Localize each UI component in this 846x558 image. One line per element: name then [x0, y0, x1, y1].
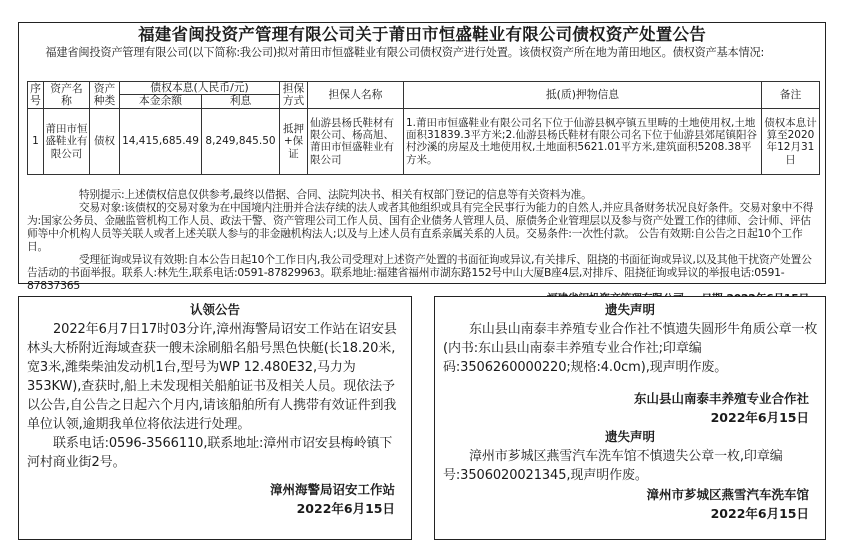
- header-balance-group: 债权本息(人民币/元): [120, 82, 280, 95]
- cell-remark: 债权本息计算至2020年12月31日: [762, 108, 820, 174]
- header-guarantee: 担保方式: [280, 82, 308, 109]
- loss-notice-title: 遗失声明: [604, 429, 655, 444]
- header-interest: 利息: [202, 95, 280, 108]
- cell-guarantee: 抵押+保证: [280, 108, 308, 174]
- notice-title: 福建省闽投资产管理有限公司关于莆田市恒盛鞋业有限公司债权资产处置公告: [138, 25, 706, 44]
- special-notice: 特别提示:上述债权信息仅供参考,最终以借据、合同、法院判决书、相关有权部门登记的信息等有关资料为准。: [78, 188, 592, 201]
- claim-signer: 漳州海警局诏安工作站: [269, 482, 395, 497]
- claim-contact: 联系电话:0596-3566110,联系地址:漳州市诏安县梅岭镇下河村商业街2号。: [27, 436, 393, 470]
- loss-notice-title: 遗失声明: [604, 302, 655, 317]
- loss-notice-text: 漳州市芗城区燕雪汽车洗车馆不慎遗失公章一枚,印章编号:3506020021345,现声明作废。: [443, 449, 783, 483]
- loss-notice-date: 2022年6月15日: [710, 410, 809, 425]
- transaction-terms: 交易对象:该债权的交易对象为在中国境内注册并合法存续的法人或者其他组织或具有完全民事行为能力的自然人,并应具备财务状况良好条件。交易对象中不得为:国家公务员、金融监管机构工作人员、政法干警、资产管理公司工作人员、国有企业债务人管理人员、原债务企业管理层以及参与资产处置工作的律师、会计师、评估师等中介机构人员等关联人或者上述关联人参与的非金融机构法人;以及与上述人员有直系亲属关系的人员。交易条件:一次性付款。 公告有效期:自公告之日起10个工作日。: [27, 201, 814, 253]
- header-remark: 备注: [762, 82, 820, 109]
- objection-info: 受理征询或异议有效期:自本公告日起10个工作日内,我公司受理对上述资产处置的书面征询或异议,有关排斥、阻挠的书面征询或异议,以及其他干扰资产处置公告活动的书面举报。联系人:林先生,联系电话:0591-87829963。联系地址:福建省福州市湖东路152号中山大厦B座4层,对排斥、阻挠征询或异议的举报电话:0591-87837365: [27, 253, 812, 292]
- header-guarantor: 担保人名称: [308, 82, 404, 109]
- claim-notice: [18, 296, 412, 540]
- cell-principal: 14,415,685.49: [120, 108, 202, 174]
- loss-notices: [434, 296, 826, 540]
- cell-collateral: 1.莆田市恒盛鞋业有限公司名下位于仙游县枫亭镇五里畴的土地使用权,土地面积31839.3平方米;2.仙游县杨氏鞋材有限公司名下位于仙游县郊尾镇阳谷村沙溪的房屋及土地使用权,土地面积5621.01平方米,建筑面积5208.38平方米。: [404, 108, 762, 174]
- cell-asset-name: 莆田市恒盛鞋业有限公司: [44, 108, 90, 174]
- claim-body: [19, 320, 411, 472]
- table-row: [28, 108, 820, 174]
- loss-notice-signer: 东山县山南泰丰养殖专业合作社: [633, 391, 809, 406]
- notice-intro: 福建省闽投资产管理有限公司(以下简称:我公司)拟对莆田市恒盛鞋业有限公司债权资产进行处置。该债权资产所在地为莆田地区。债权资产基本情况:: [45, 46, 765, 59]
- asset-disposal-notice: [18, 22, 826, 292]
- cell-asset-type: 债权: [90, 108, 120, 174]
- loss-notice-body: [435, 447, 825, 485]
- loss-notice-signer: 漳州市芗城区燕雪汽车洗车馆: [646, 487, 809, 502]
- claim-paragraph: 2022年6月7日17时03分许,漳州海警局诏安工作站在诏安县林头大桥附近海域查获一艘未涂刷船名船号黑色快艇(长18.20米,宽3米,潍柴柴油发动机1台,型号为WP 12.480E32,马力为353KW),查获时,船上未发现相关船舶证书及相关人员。现依法予以公告,自公告之日起六个月内,请该船舶所有人携带有效证件到我单位认领,逾期我单位将依法进行处理。: [27, 322, 397, 432]
- cell-guarantor: 仙游县杨氏鞋材有限公司、杨高旭、莆田市恒盛鞋业有限公司: [308, 108, 404, 174]
- header-collateral: 抵(质)押物信息: [404, 82, 762, 109]
- notice-notes: [27, 188, 819, 305]
- cell-interest: 8,249,845.50: [202, 108, 280, 174]
- loss-notice-body: [435, 320, 825, 377]
- debt-asset-table: [27, 81, 820, 175]
- header-asset-name: 资产名称: [44, 82, 90, 109]
- cell-seq: 1: [28, 108, 44, 174]
- header-asset-type: 资产种类: [90, 82, 120, 109]
- claim-date: 2022年6月15日: [296, 501, 395, 516]
- header-seq: 序号: [28, 82, 44, 109]
- loss-notice-text: 东山县山南泰丰养殖专业合作社不慎遗失圆形牛角质公章一枚(内书:东山县山南泰丰养殖专业合作社;印章编码:3506260000220;规格:4.0cm),现声明作废。: [443, 322, 818, 375]
- header-principal: 本金余额: [120, 95, 202, 108]
- claim-title: 认领公告: [189, 302, 240, 317]
- table-header-row: [28, 82, 820, 95]
- loss-notice-date: 2022年6月15日: [710, 506, 809, 521]
